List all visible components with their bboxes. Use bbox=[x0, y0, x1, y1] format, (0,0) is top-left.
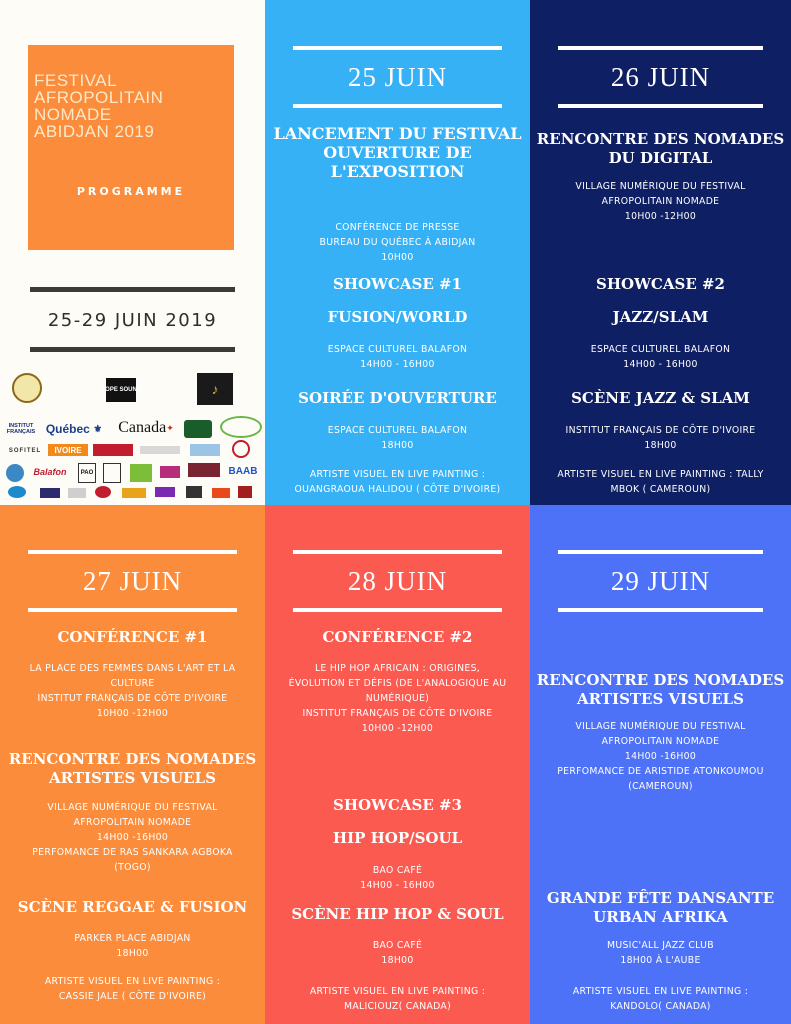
day-panel-29-juin bbox=[530, 505, 791, 1024]
small-logo bbox=[122, 488, 146, 498]
event-info bbox=[540, 938, 781, 968]
event-info-line: ÉVOLUTION ET DÉFIS (DE L'ANALOGIQUE AU bbox=[288, 678, 507, 689]
divider bbox=[558, 104, 763, 108]
event-info-line: 14H00 -16H00 bbox=[96, 832, 169, 843]
small-logo bbox=[160, 466, 180, 478]
quebec-text: Québec bbox=[45, 422, 90, 436]
event-title: SOIRÉE D'OUVERTURE bbox=[298, 389, 497, 407]
festival-title-line: AFROPOLITAIN bbox=[34, 88, 164, 107]
balafon-logo: Balafon bbox=[33, 467, 67, 477]
canada-logo bbox=[115, 416, 177, 440]
festival-dates: 25-29 JUIN 2019 bbox=[47, 310, 218, 331]
event-info-line: MBOK ( CAMEROUN) bbox=[610, 484, 711, 495]
small-logo bbox=[232, 440, 250, 458]
divider bbox=[293, 104, 502, 108]
event-info-line: BAO CAFÉ bbox=[372, 940, 423, 951]
event-info-line: MALICIOUZ( CANADA) bbox=[344, 1001, 451, 1012]
event-title-line: RENCONTRE DES NOMADES bbox=[8, 750, 257, 768]
divider bbox=[293, 46, 502, 50]
event-title-line: L'EXPOSITION bbox=[330, 162, 465, 181]
festival-title bbox=[34, 72, 228, 140]
event-title-line: ARTISTES VISUELS bbox=[577, 690, 744, 708]
dope-sound-logo: DOPE SOUND bbox=[106, 378, 136, 402]
small-logo bbox=[40, 488, 60, 498]
event-info-line: INSTITUT FRANÇAIS DE CÔTE D'IVOIRE bbox=[37, 693, 228, 704]
program-label: PROGRAMME bbox=[76, 185, 186, 198]
divider bbox=[30, 287, 235, 292]
event-info-line: 18H00 bbox=[116, 948, 149, 959]
event-info-line: BUREAU DU QUÉBEC À ABIDJAN bbox=[319, 237, 476, 248]
baab-logo: BAAB bbox=[228, 465, 258, 477]
event-info bbox=[540, 179, 781, 224]
day-panel-25-juin bbox=[265, 0, 530, 505]
festival-title-line: ABIDJAN 2019 bbox=[34, 122, 155, 141]
small-logo bbox=[190, 444, 220, 456]
event-info-line: 10H00 -12H00 bbox=[96, 708, 169, 719]
event-info-line: 10H00 -12H00 bbox=[624, 211, 697, 222]
event-info-line: MUSIC'ALL JAZZ CLUB bbox=[607, 940, 714, 951]
event-info-line: AFROPOLITAIN NOMADE bbox=[601, 736, 720, 747]
event-info bbox=[534, 467, 787, 497]
event-title bbox=[534, 671, 787, 709]
quebec-logo bbox=[43, 418, 105, 440]
event-title-line: OUVERTURE DE bbox=[323, 143, 472, 162]
event-info-line: CONFÉRENCE DE PRESSE bbox=[335, 222, 460, 233]
event-title: JAZZ/SLAM bbox=[612, 308, 709, 326]
event-title: CONFÉRENCE #1 bbox=[57, 628, 208, 646]
event-info bbox=[275, 984, 520, 1014]
small-logo bbox=[95, 486, 111, 498]
event-title: SHOWCASE #1 bbox=[333, 275, 462, 293]
event-title-line: RENCONTRE DES NOMADES bbox=[536, 671, 785, 689]
event-title: CONFÉRENCE #2 bbox=[322, 628, 473, 646]
event-info-line: ESPACE CULTUREL BALAFON bbox=[327, 344, 468, 355]
small-logo bbox=[93, 444, 133, 456]
event-info-line: INSTITUT FRANÇAIS DE CÔTE D'IVOIRE bbox=[302, 708, 493, 719]
day-panel-28-juin bbox=[265, 505, 530, 1024]
event-info-line: LA PLACE DES FEMMES DANS L'ART ET LA bbox=[29, 663, 236, 674]
event-info-line: ARTISTE VISUEL EN LIVE PAINTING : bbox=[44, 976, 221, 987]
festival-title-line: FESTIVAL bbox=[34, 71, 118, 90]
music-logo: ♪ bbox=[197, 373, 233, 405]
event-info-line: INSTITUT FRANÇAIS DE CÔTE D'IVOIRE bbox=[565, 425, 756, 436]
day-date: 28 JUIN bbox=[347, 566, 448, 596]
event-info-line: ESPACE CULTUREL BALAFON bbox=[327, 425, 468, 436]
event-title bbox=[534, 130, 787, 168]
event-info-line: PERFOMANCE DE ARISTIDE ATONKOUMOU bbox=[557, 766, 764, 777]
event-info-line: KANDOLO( CANADA) bbox=[610, 1001, 711, 1012]
day-panel-26-juin bbox=[530, 0, 791, 505]
event-info bbox=[275, 863, 520, 893]
divider bbox=[293, 608, 502, 612]
event-info-line: VILLAGE NUMÉRIQUE DU FESTIVAL bbox=[575, 721, 746, 732]
event-info-line: 18H00 bbox=[381, 955, 414, 966]
small-logo bbox=[6, 464, 24, 482]
event-title-line: GRANDE FÊTE DANSANTE bbox=[546, 889, 775, 907]
divider bbox=[558, 550, 763, 554]
event-title: SCÈNE JAZZ & SLAM bbox=[571, 389, 750, 407]
maple-icon: ✦ bbox=[166, 422, 174, 433]
event-title-line: ARTISTES VISUELS bbox=[49, 769, 216, 787]
day-date: 26 JUIN bbox=[610, 62, 711, 92]
event-info-line: 10H00 -12H00 bbox=[361, 723, 434, 734]
event-title-line: URBAN AFRIKA bbox=[593, 908, 728, 926]
event-info bbox=[269, 467, 526, 497]
pao-logo: PAO bbox=[78, 463, 96, 483]
event-info-line: BAO CAFÉ bbox=[372, 865, 423, 876]
event-info-line: 18H00 À L'AUBE bbox=[620, 955, 701, 966]
day-date: 25 JUIN bbox=[347, 62, 448, 92]
event-info-line: PARKER PLACE ABIDJAN bbox=[74, 933, 191, 944]
title-box bbox=[28, 45, 234, 250]
event-info bbox=[10, 661, 255, 721]
divider bbox=[28, 550, 237, 554]
event-info-line: PERFOMANCE DE RAS SANKARA AGBOKA bbox=[32, 847, 233, 858]
ivoire-logo: IVOIRE bbox=[48, 444, 88, 456]
event-info-line: LE HIP HOP AFRICAIN : ORIGINES, bbox=[314, 663, 481, 674]
canada-text: Canada bbox=[118, 419, 167, 436]
small-logo bbox=[68, 488, 86, 498]
event-info-line: 14H00 -16H00 bbox=[624, 751, 697, 762]
small-logo bbox=[186, 486, 202, 498]
tv-logo bbox=[184, 420, 212, 438]
festival-title-line: NOMADE bbox=[34, 105, 112, 124]
event-info bbox=[534, 719, 787, 794]
event-title: HIP HOP/SOUL bbox=[332, 829, 463, 847]
event-info bbox=[10, 931, 255, 961]
event-title-line: LANCEMENT DU FESTIVAL bbox=[273, 124, 522, 143]
event-info bbox=[540, 423, 781, 453]
event-info-line: CULTURE bbox=[110, 678, 155, 689]
francophonie-logo bbox=[220, 416, 262, 438]
event-info-line: VILLAGE NUMÉRIQUE DU FESTIVAL bbox=[575, 181, 746, 192]
small-logo bbox=[238, 486, 252, 498]
event-title bbox=[269, 124, 526, 181]
event-info bbox=[540, 342, 781, 372]
event-info-line: NUMÉRIQUE) bbox=[365, 693, 430, 704]
event-title: SHOWCASE #2 bbox=[596, 275, 725, 293]
event-info-line: VILLAGE NUMÉRIQUE DU FESTIVAL bbox=[47, 802, 218, 813]
event-info bbox=[10, 974, 255, 1004]
small-logo bbox=[140, 446, 180, 454]
event-info-line: 10H00 bbox=[381, 252, 414, 263]
event-info-line: (CAMEROUN) bbox=[628, 781, 693, 792]
event-info-line: (TOGO) bbox=[114, 862, 151, 873]
event-info-line: ARTISTE VISUEL EN LIVE PAINTING : bbox=[309, 469, 486, 480]
event-info-line: 14H00 - 16H00 bbox=[360, 880, 435, 891]
event-info bbox=[275, 342, 520, 372]
event-info-line: ARTISTE VISUEL EN LIVE PAINTING : TALLY bbox=[557, 469, 764, 480]
event-info-line: OUANGRAOUA HALIDOU ( CÔTE D'IVOIRE) bbox=[294, 484, 501, 495]
event-info-line: AFROPOLITAIN NOMADE bbox=[73, 817, 192, 828]
event-title: FUSION/WORLD bbox=[327, 308, 468, 326]
event-title-line: RENCONTRE DES NOMADES bbox=[536, 130, 785, 148]
institut-francais-logo: INSTITUT FRANÇAIS bbox=[6, 423, 36, 435]
sofitel-logo: SOFITEL bbox=[8, 448, 42, 454]
event-info bbox=[275, 661, 520, 736]
divider bbox=[30, 347, 235, 352]
day-date: 27 JUIN bbox=[82, 566, 183, 596]
event-info-line: CASSIE JALE ( CÔTE D'IVOIRE) bbox=[58, 991, 207, 1002]
event-info-line: 14H00 - 16H00 bbox=[360, 359, 435, 370]
event-info-line: ESPACE CULTUREL BALAFON bbox=[590, 344, 731, 355]
event-info bbox=[10, 800, 255, 875]
event-info-line: AFROPOLITAIN NOMADE bbox=[601, 196, 720, 207]
small-logo bbox=[212, 488, 230, 498]
event-info-line: 18H00 bbox=[644, 440, 677, 451]
day-date: 29 JUIN bbox=[610, 566, 711, 596]
event-info-line: 18H00 bbox=[381, 440, 414, 451]
event-info bbox=[275, 220, 520, 265]
fleur-icon: ⚜ bbox=[93, 423, 103, 435]
event-info-line: 14H00 - 16H00 bbox=[623, 359, 698, 370]
day-panel-27-juin bbox=[0, 505, 265, 1024]
small-logo bbox=[155, 487, 175, 497]
intro-panel bbox=[0, 0, 265, 505]
event-title: SHOWCASE #3 bbox=[333, 796, 462, 814]
small-logo bbox=[103, 463, 121, 483]
divider bbox=[28, 608, 237, 612]
event-title bbox=[534, 889, 787, 927]
small-logo bbox=[8, 486, 26, 498]
event-info-line: ARTISTE VISUEL EN LIVE PAINTING : bbox=[309, 986, 486, 997]
divider bbox=[558, 608, 763, 612]
event-title: SCÈNE HIP HOP & SOUL bbox=[291, 905, 504, 923]
event-info bbox=[275, 938, 520, 968]
divider bbox=[293, 550, 502, 554]
event-info-line: ARTISTE VISUEL EN LIVE PAINTING : bbox=[572, 986, 749, 997]
event-title bbox=[4, 750, 261, 788]
event-info bbox=[275, 423, 520, 453]
seal-logo bbox=[12, 373, 42, 403]
divider bbox=[558, 46, 763, 50]
event-info bbox=[540, 984, 781, 1014]
small-logo bbox=[188, 463, 220, 477]
small-logo bbox=[130, 464, 152, 482]
event-title: SCÈNE REGGAE & FUSION bbox=[17, 898, 248, 916]
event-title-line: DU DIGITAL bbox=[608, 149, 713, 167]
